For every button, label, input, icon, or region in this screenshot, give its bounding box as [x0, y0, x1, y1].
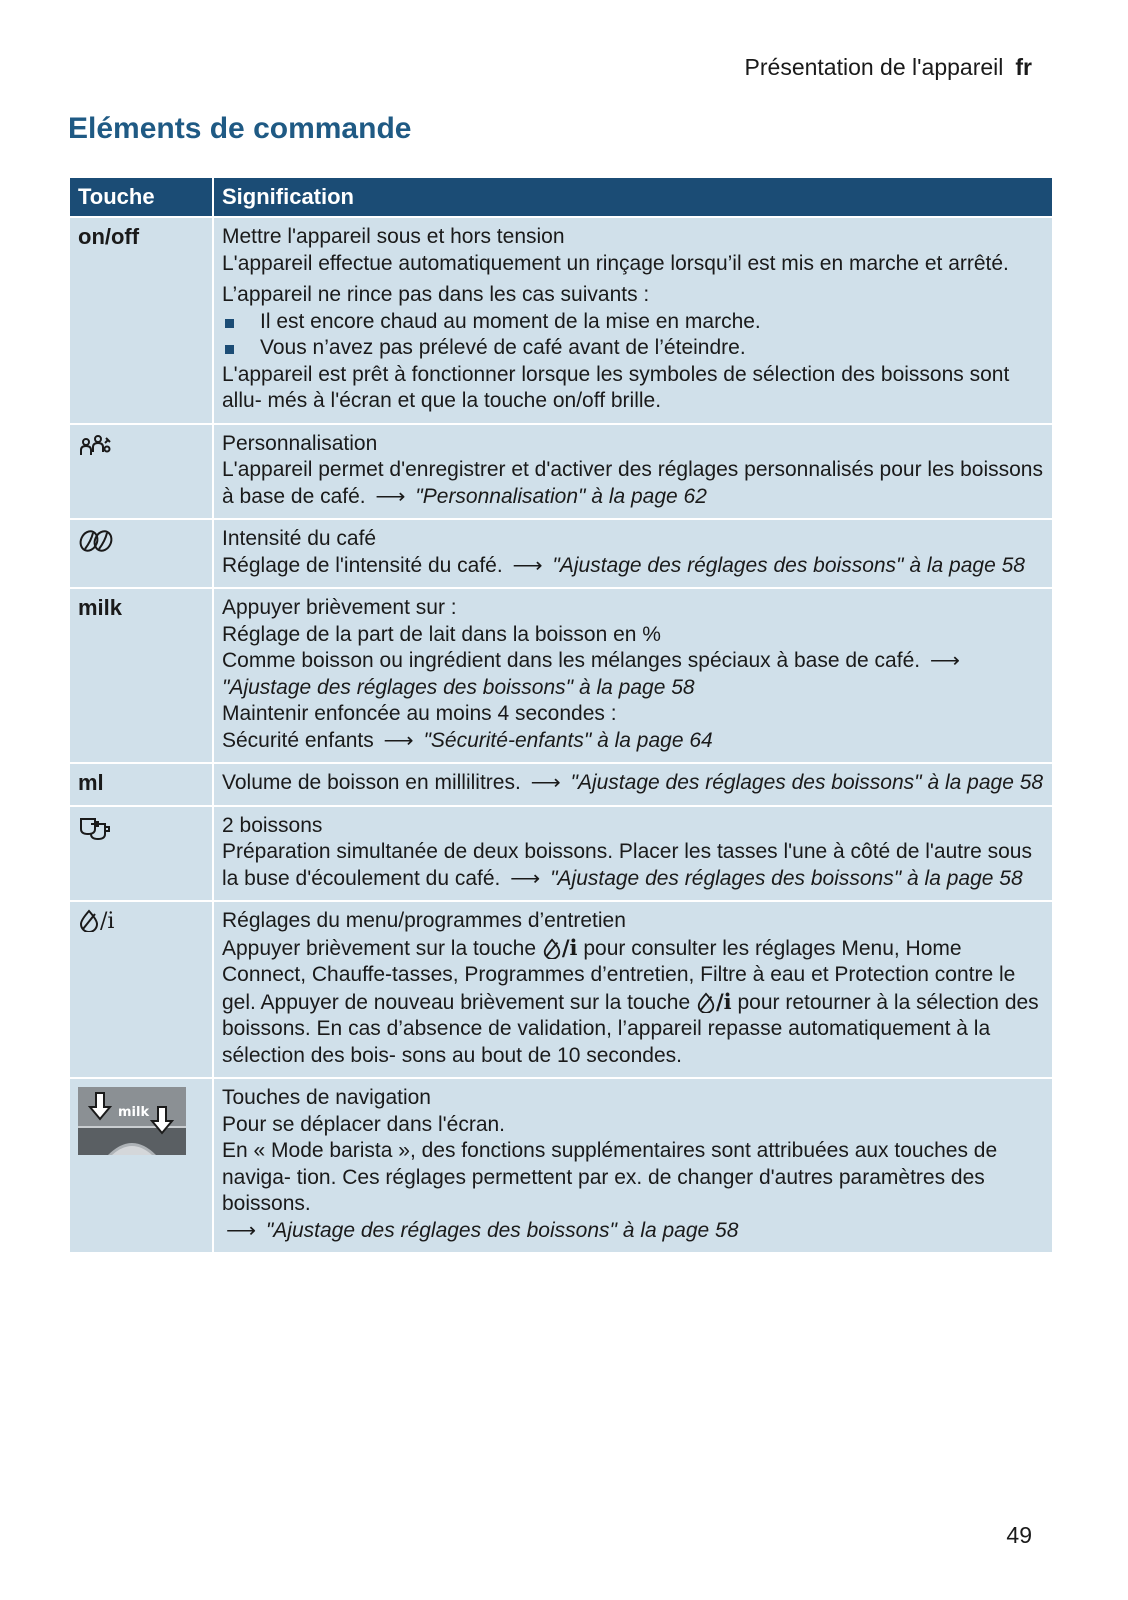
key-personalisation — [69, 424, 213, 520]
text-line — [222, 770, 1044, 797]
description-text: Comme boisson ou ingrédient dans les mélanges spéciaux à base de café. — [222, 649, 921, 672]
bullet-item: Il est encore chaud au moment de la mise en marche. — [222, 309, 1044, 336]
info-key-suffix: /i — [100, 909, 115, 934]
meaning-cell — [213, 217, 1053, 424]
menu-info-icon — [542, 937, 562, 959]
reference-arrow: ⟶ — [512, 553, 543, 577]
two-cups-icon — [78, 815, 114, 841]
text-line: L’appareil ne rince pas dans les cas suivants : — [222, 283, 650, 306]
reference-arrow: ⟶ — [375, 484, 406, 508]
text-line: Pour se déplacer dans l'écran. — [222, 1112, 506, 1136]
reference-arrow: ⟶ — [225, 1218, 257, 1242]
meaning-cell — [213, 588, 1053, 763]
reference-arrow: ⟶ — [383, 728, 414, 752]
text-line: Appuyer brièvement sur : — [222, 596, 457, 619]
description-text: Réglage de l'intensité du café. — [222, 553, 503, 577]
text-line: L'appareil est prêt à fonctionner lorsque les symboles de sélection des boissons sont allu- més à l'écran et que la touche on/off brille. — [222, 362, 1010, 412]
row-title: Intensité du café — [222, 527, 377, 550]
page-reference: "Ajustage des réglages des boissons" à la page 58 — [222, 675, 695, 699]
row-title: 2 boissons — [222, 813, 323, 837]
info-key-suffix: /i — [561, 934, 578, 960]
table-header-row — [69, 178, 1053, 217]
table-row — [69, 763, 1053, 806]
description-text: pour retourner à la sélection des boissons. En cas d’absence de validation, l’appareil repasse automatiquement à la sélection des bois- sons au bout de 10 secondes. — [222, 990, 1039, 1067]
meaning-cell — [213, 1078, 1053, 1253]
text-line: En « Mode barista », des fonctions supplémentaires sont attribuées aux touches de naviga- tion. Ces réglages permettent par ex. de changer d'autres paramètres des boissons. — [222, 1139, 998, 1215]
description-text: L'appareil permet d'enregistrer et d'activer des réglages personnalisés pour les boissons à base de café. — [222, 458, 1043, 508]
text-line — [222, 839, 1044, 892]
description-text: pour consulter les réglages Menu, Home Connect, Chauffe-tasses, Programmes d’entretien, Filtre à eau et Protection contre le gel. Appuyer de nouveau brièvement sur la touche — [222, 936, 1016, 1014]
text-line — [222, 648, 1044, 701]
reference-arrow: ⟶ — [929, 649, 960, 672]
table-row — [69, 1078, 1053, 1253]
text-line — [222, 935, 1044, 1070]
page-reference: "Ajustage des réglages des boissons" à la page 58 — [265, 1218, 739, 1242]
text-line — [222, 457, 1044, 510]
row-title: Touches de navigation — [222, 1086, 431, 1109]
reference-arrow: ⟶ — [510, 866, 541, 890]
text-line — [222, 728, 1044, 755]
column-header-key: Touche — [69, 178, 213, 217]
personalisation-icon — [78, 433, 112, 459]
controls-table — [68, 178, 1054, 1254]
text-line: Réglage de la part de lait dans la boisson en % — [222, 622, 661, 646]
text-line: L'appareil effectue automatiquement un rinçage lorsqu’il est mis en marche et arrêté. — [222, 251, 1009, 275]
text-line — [222, 553, 1044, 580]
description-text: Sécurité enfants — [222, 728, 374, 752]
key-milk: milk — [69, 588, 213, 763]
key-ml: ml — [69, 763, 213, 806]
meaning-cell — [213, 519, 1053, 588]
navigation-icon-label: milk — [118, 1105, 150, 1120]
key-menu-info — [69, 901, 213, 1078]
row-title: Réglages du menu/programmes d’entretien — [222, 909, 626, 932]
meaning-cell — [213, 763, 1053, 806]
text-line: Maintenir enfoncée au moins 4 secondes : — [222, 702, 617, 725]
text-line — [222, 1218, 1044, 1245]
navigation-keys-icon — [78, 1087, 186, 1155]
text-line: Mettre l'appareil sous et hors tension — [222, 225, 565, 248]
page-reference: "Ajustage des réglages des boissons" à la page 58 — [552, 553, 1025, 577]
column-header-meaning: Signification — [213, 178, 1053, 217]
meaning-cell — [213, 901, 1053, 1078]
section-name: Présentation de l'appareil — [744, 54, 1004, 80]
table-row — [69, 806, 1053, 902]
table-row — [69, 901, 1053, 1078]
page-number: 49 — [1006, 1522, 1032, 1548]
meaning-cell — [213, 424, 1053, 520]
page-title: Eléments de commande — [68, 112, 412, 145]
table-row — [69, 424, 1053, 520]
key-coffee-strength — [69, 519, 213, 588]
table-row — [69, 588, 1053, 763]
page-reference: "Personnalisation" à la page 62 — [415, 484, 707, 508]
coffee-strength-icon — [78, 528, 114, 554]
table-row — [69, 217, 1053, 424]
info-key-suffix: /i — [716, 988, 732, 1014]
key-navigation — [69, 1078, 213, 1253]
page-reference: "Sécurité-enfants" à la page 64 — [423, 728, 713, 752]
key-on-off: on/off — [69, 217, 213, 424]
reference-arrow: ⟶ — [530, 771, 561, 794]
menu-info-icon — [696, 991, 716, 1013]
key-two-cups — [69, 806, 213, 902]
language-code: fr — [1015, 54, 1032, 80]
page-reference: "Ajustage des réglages des boissons" à la page 58 — [570, 771, 1044, 794]
bullet-item: Vous n’avez pas prélevé de café avant de l’éteindre. — [222, 335, 1044, 362]
meaning-cell — [213, 806, 1053, 902]
running-header — [745, 54, 1032, 81]
description-text: Volume de boisson en millilitres. — [222, 771, 521, 794]
row-title: Personnalisation — [222, 431, 378, 455]
page-reference: "Ajustage des réglages des boissons" à la page 58 — [550, 866, 1023, 890]
description-text: Préparation simultanée de deux boissons. Placer les tasses l'une à côté de l'autre sous la buse d'écoulement du café. — [222, 840, 1032, 890]
menu-info-icon — [78, 908, 100, 932]
description-text: Appuyer brièvement sur la touche — [222, 936, 537, 960]
table-row — [69, 519, 1053, 588]
